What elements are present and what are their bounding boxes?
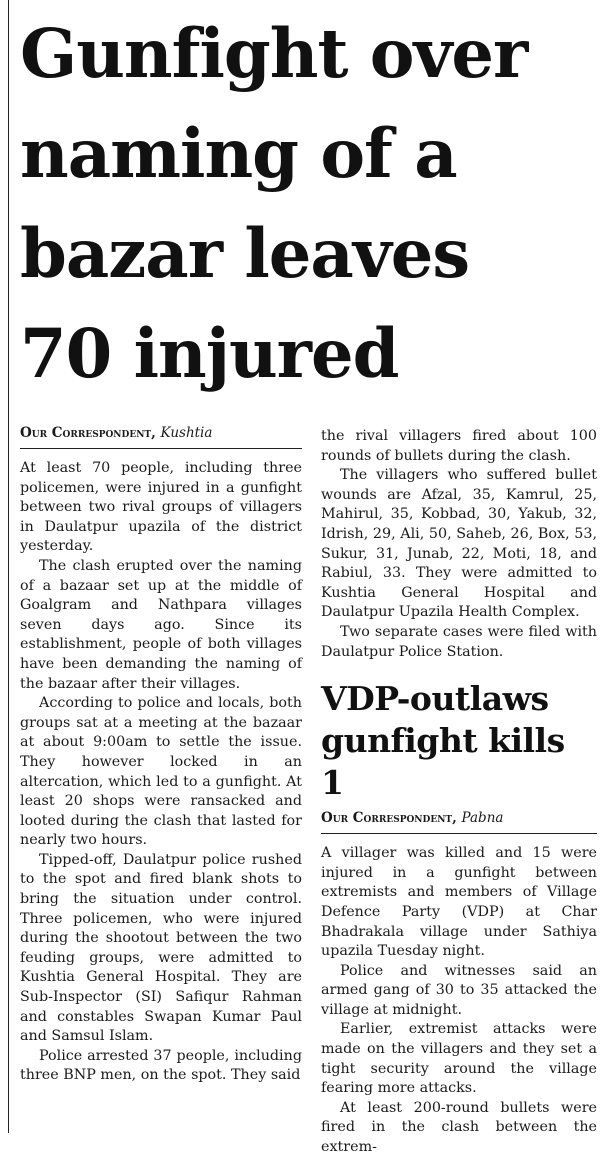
byline [321,810,597,834]
main-headline [20,4,612,404]
subhead-line: gunfight kills 1 [321,721,565,803]
article-paragraph: The villagers who suffered bullet wounds are Afzal, 35, Kamrul, 25, Mahirul, 35, Kobbad, 30, Yakub, 32, Idrish, 29, Ali, 50, Saheb, 26, Box, 53, Sukur, 31, Junab, 22, Moti, 18, and Rabiul, 33. They were admitted to Kushtia General Hospital and Daulatpur Upazila Health Complex. [321,467,597,621]
article-paragraph: The clash erupted over the naming of a bazaar set up at the middle of Goalgram and Nathpara villages seven days ago. Since its establishment, people of both villages have been demanding the naming of the bazaar after their villages. [20,557,302,692]
headline-line: bazar leaves [20,214,470,293]
article-paragraph: Police arrested 37 people, including three BNP men, on the spot. They said [20,1047,302,1084]
left-column [20,425,302,1086]
column-rule [8,0,9,1133]
headline-line: naming of a [20,114,457,193]
article-paragraph: At least 70 people, including three policemen, were injured in a gunfight between two rival groups of villagers in Daulatpur upazila of the district yesterday. [20,460,302,555]
article-paragraph: Two separate cases were filed with Daulatpur Police Station. [321,623,597,660]
byline-place: Pabna [461,810,504,827]
headline-line: Gunfight over [20,14,528,93]
article-paragraph: Tipped-off, Daulatpur police rushed to the spot and fired blank shots to bring the situation under control. Three policemen, who were injured during the shootout between the two feuding groups, were admitted to Kushtia General Hospital. They are Sub-Inspector (SI) Safiqur Rahman and constables Swapan Kumar Paul and Samsul Islam. [20,851,302,1045]
right-column [321,427,597,1158]
article-paragraph: At least 200-round bullets were fired in the clash between the extrem- [321,1099,597,1156]
article-paragraph: According to police and locals, both groups sat at a meeting at the bazaar at about 9:00am to settle the issue. They however locked in an altercation, which led to a gunfight. At least 20 shops were ransacked and looted during the clash that lasted for nearly two hours. [20,695,302,849]
article-paragraph: Police and witnesses said an armed gang of 30 to 35 attacked the village at midnight. [321,962,597,1018]
subhead-line: VDP-outlaws [321,679,549,719]
byline [20,425,302,449]
byline-label: Our Correspondent, [20,425,156,441]
byline-label: Our Correspondent, [321,810,457,827]
headline-line: 70 injured [20,314,399,393]
article-paragraph: A villager was killed and 15 were injured in a gunfight between extremists and members of Village Defence Party (VDP) at Char Bhadrakala village under Sathiya upazila Tuesday night. [321,845,597,960]
byline-place: Kushtia [160,425,213,441]
article-paragraph: Earlier, extremist attacks were made on the villagers and they set a tight security around the village fearing more attacks. [321,1021,597,1097]
article-paragraph: the rival villagers fired about 100 rounds of bullets during the clash. [321,428,597,464]
second-headline [321,678,597,804]
